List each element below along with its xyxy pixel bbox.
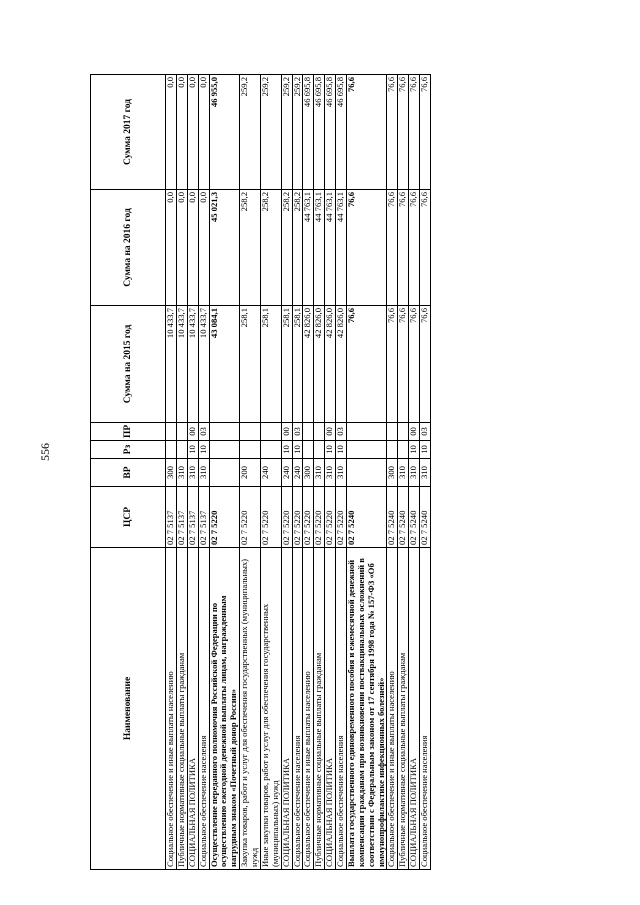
cell-sum-2016: 76,6 bbox=[409, 190, 420, 306]
cell-sum-2017: 46 955,0 bbox=[209, 75, 240, 190]
cell-rz bbox=[314, 441, 325, 459]
cell-sum-2017: 259,2 bbox=[260, 75, 281, 190]
cell-pr: 03 bbox=[336, 423, 347, 441]
cell-rz bbox=[166, 441, 177, 459]
cell-csr: 02 7 5137 bbox=[166, 487, 177, 548]
cell-sum-2015: 43 084,1 bbox=[209, 306, 240, 423]
cell-sum-2017: 0,0 bbox=[176, 75, 187, 190]
header-sum-2016: Сумма на 2016 год bbox=[91, 190, 166, 306]
cell-csr: 02 7 5220 bbox=[314, 487, 325, 548]
cell-name: Публичные нормативные социальные выплаты гражданам bbox=[314, 548, 325, 870]
cell-pr: 00 bbox=[281, 423, 292, 441]
cell-csr: 02 7 5220 bbox=[260, 487, 281, 548]
cell-name: СОЦИАЛЬНАЯ ПОЛИТИКА bbox=[409, 548, 420, 870]
cell-rz: 10 bbox=[420, 441, 431, 459]
cell-rz: 10 bbox=[198, 441, 209, 459]
cell-sum-2017: 76,6 bbox=[398, 75, 409, 190]
table-row bbox=[387, 75, 398, 870]
table-row bbox=[166, 75, 177, 870]
cell-vr: 300 bbox=[303, 459, 314, 487]
cell-vr bbox=[346, 459, 387, 487]
cell-csr: 02 7 5240 bbox=[398, 487, 409, 548]
cell-name: Социальное обеспечение и иные выплаты населению bbox=[166, 548, 177, 870]
cell-sum-2016: 44 763,1 bbox=[314, 190, 325, 306]
table-row bbox=[420, 75, 431, 870]
cell-csr: 02 7 5220 bbox=[325, 487, 336, 548]
table-row bbox=[292, 75, 303, 870]
cell-vr: 300 bbox=[166, 459, 177, 487]
cell-csr: 02 7 5137 bbox=[187, 487, 198, 548]
cell-rz bbox=[240, 441, 261, 459]
cell-rz bbox=[398, 441, 409, 459]
cell-sum-2017: 259,2 bbox=[281, 75, 292, 190]
cell-sum-2015: 76,6 bbox=[420, 306, 431, 423]
cell-vr bbox=[209, 459, 240, 487]
cell-pr bbox=[260, 423, 281, 441]
cell-name: Публичные нормативные социальные выплаты гражданам bbox=[176, 548, 187, 870]
table-row bbox=[398, 75, 409, 870]
cell-vr: 310 bbox=[176, 459, 187, 487]
cell-vr: 310 bbox=[325, 459, 336, 487]
cell-csr: 02 7 5137 bbox=[176, 487, 187, 548]
cell-sum-2016: 76,6 bbox=[398, 190, 409, 306]
header-rz: Рз bbox=[91, 441, 166, 459]
table-row bbox=[325, 75, 336, 870]
cell-vr: 200 bbox=[240, 459, 261, 487]
cell-sum-2015: 76,6 bbox=[409, 306, 420, 423]
cell-csr: 02 7 5240 bbox=[409, 487, 420, 548]
header-sum-2017: Сумма 2017 год bbox=[91, 75, 166, 190]
cell-rz bbox=[176, 441, 187, 459]
cell-pr bbox=[166, 423, 177, 441]
table-header-row bbox=[91, 75, 166, 870]
cell-rz: 10 bbox=[409, 441, 420, 459]
cell-sum-2016: 76,6 bbox=[387, 190, 398, 306]
table-row bbox=[336, 75, 347, 870]
table-row bbox=[260, 75, 281, 870]
cell-pr bbox=[387, 423, 398, 441]
cell-csr: 02 7 5240 bbox=[346, 487, 387, 548]
cell-sum-2017: 259,2 bbox=[240, 75, 261, 190]
cell-sum-2016: 258,2 bbox=[281, 190, 292, 306]
cell-sum-2016: 258,2 bbox=[260, 190, 281, 306]
cell-csr: 02 7 5137 bbox=[198, 487, 209, 548]
cell-vr: 310 bbox=[398, 459, 409, 487]
cell-name: Социальное обеспечение населения bbox=[336, 548, 347, 870]
cell-sum-2016: 76,6 bbox=[346, 190, 387, 306]
header-name: Наименование bbox=[91, 548, 166, 870]
cell-pr bbox=[314, 423, 325, 441]
cell-sum-2017: 46 695,8 bbox=[303, 75, 314, 190]
header-csr: ЦСР bbox=[91, 487, 166, 548]
cell-vr: 240 bbox=[292, 459, 303, 487]
cell-pr: 00 bbox=[187, 423, 198, 441]
cell-sum-2016: 0,0 bbox=[176, 190, 187, 306]
cell-sum-2017: 46 695,8 bbox=[325, 75, 336, 190]
cell-rz bbox=[260, 441, 281, 459]
cell-sum-2015: 42 826,0 bbox=[314, 306, 325, 423]
cell-pr: 03 bbox=[292, 423, 303, 441]
cell-csr: 02 7 5220 bbox=[292, 487, 303, 548]
cell-pr: 00 bbox=[409, 423, 420, 441]
cell-csr: 02 7 5220 bbox=[281, 487, 292, 548]
cell-name: СОЦИАЛЬНАЯ ПОЛИТИКА bbox=[281, 548, 292, 870]
cell-sum-2016: 44 763,1 bbox=[325, 190, 336, 306]
cell-csr: 02 7 5220 bbox=[240, 487, 261, 548]
cell-sum-2015: 258,1 bbox=[292, 306, 303, 423]
cell-pr: 00 bbox=[325, 423, 336, 441]
cell-sum-2015: 76,6 bbox=[387, 306, 398, 423]
cell-csr: 02 7 5240 bbox=[387, 487, 398, 548]
cell-pr bbox=[303, 423, 314, 441]
cell-sum-2016: 0,0 bbox=[187, 190, 198, 306]
cell-name: СОЦИАЛЬНАЯ ПОЛИТИКА bbox=[325, 548, 336, 870]
cell-sum-2016: 258,2 bbox=[292, 190, 303, 306]
cell-rz: 10 bbox=[336, 441, 347, 459]
cell-sum-2017: 76,6 bbox=[409, 75, 420, 190]
cell-name: Социальное обеспечение и иные выплаты населению bbox=[303, 548, 314, 870]
table-row bbox=[409, 75, 420, 870]
cell-name: Публичные нормативные социальные выплаты гражданам bbox=[398, 548, 409, 870]
cell-pr bbox=[209, 423, 240, 441]
cell-csr: 02 7 5220 bbox=[303, 487, 314, 548]
cell-sum-2016: 45 021,3 bbox=[209, 190, 240, 306]
cell-sum-2015: 10 433,7 bbox=[198, 306, 209, 423]
cell-vr: 310 bbox=[409, 459, 420, 487]
cell-rz: 10 bbox=[325, 441, 336, 459]
cell-sum-2015: 258,1 bbox=[240, 306, 261, 423]
table-row bbox=[198, 75, 209, 870]
cell-vr: 240 bbox=[260, 459, 281, 487]
cell-rz: 10 bbox=[281, 441, 292, 459]
table-row bbox=[187, 75, 198, 870]
cell-sum-2015: 76,6 bbox=[398, 306, 409, 423]
cell-rz: 10 bbox=[292, 441, 303, 459]
cell-sum-2016: 0,0 bbox=[198, 190, 209, 306]
cell-sum-2015: 10 433,7 bbox=[176, 306, 187, 423]
table-row bbox=[176, 75, 187, 870]
cell-vr: 310 bbox=[187, 459, 198, 487]
cell-vr: 310 bbox=[314, 459, 325, 487]
cell-rz bbox=[387, 441, 398, 459]
cell-pr: 03 bbox=[420, 423, 431, 441]
cell-vr: 300 bbox=[387, 459, 398, 487]
cell-name: Социальное обеспечение и иные выплаты населению bbox=[387, 548, 398, 870]
cell-sum-2015: 42 826,0 bbox=[325, 306, 336, 423]
cell-sum-2017: 76,6 bbox=[387, 75, 398, 190]
cell-name: Осуществление переданного полномочия Российской Федерации по осуществлению ежегодной денежной выплаты лицам, награжденным нагрудным знаком «Почетный донор России» bbox=[209, 548, 240, 870]
cell-pr bbox=[176, 423, 187, 441]
cell-name: СОЦИАЛЬНАЯ ПОЛИТИКА bbox=[187, 548, 198, 870]
table-body bbox=[166, 75, 431, 870]
cell-sum-2015: 76,6 bbox=[346, 306, 387, 423]
cell-sum-2016: 44 763,1 bbox=[303, 190, 314, 306]
cell-rz bbox=[303, 441, 314, 459]
cell-rz bbox=[209, 441, 240, 459]
cell-name: Выплата государственного единовременного пособия и ежемесячной денежной компенсации гражданам при возникновении поствакцинальных осложнений в соответствии с Федеральным законом от 17 сентября 1998 года № 157-ФЗ «Об иммунопрофилактике инфекционных болезней» bbox=[346, 548, 387, 870]
cell-name: Закупка товаров, работ и услуг для обеспечения государственных (муниципальных) нужд bbox=[240, 548, 261, 870]
cell-sum-2016: 76,6 bbox=[420, 190, 431, 306]
cell-sum-2015: 10 433,7 bbox=[187, 306, 198, 423]
cell-sum-2015: 258,1 bbox=[281, 306, 292, 423]
cell-vr: 310 bbox=[420, 459, 431, 487]
cell-sum-2015: 42 826,0 bbox=[336, 306, 347, 423]
cell-sum-2017: 46 695,8 bbox=[314, 75, 325, 190]
cell-sum-2016: 0,0 bbox=[166, 190, 177, 306]
cell-pr bbox=[398, 423, 409, 441]
table-row bbox=[209, 75, 240, 870]
table-row bbox=[346, 75, 387, 870]
cell-sum-2017: 0,0 bbox=[187, 75, 198, 190]
cell-sum-2017: 46 695,8 bbox=[336, 75, 347, 190]
cell-name: Социальное обеспечение населения bbox=[292, 548, 303, 870]
cell-pr bbox=[240, 423, 261, 441]
cell-rz bbox=[346, 441, 387, 459]
cell-csr: 02 7 5220 bbox=[336, 487, 347, 548]
header-vr: ВР bbox=[91, 459, 166, 487]
cell-pr bbox=[346, 423, 387, 441]
cell-sum-2016: 258,2 bbox=[240, 190, 261, 306]
cell-vr: 310 bbox=[198, 459, 209, 487]
table-row bbox=[303, 75, 314, 870]
table-row bbox=[281, 75, 292, 870]
cell-name: Социальное обеспечение населения bbox=[420, 548, 431, 870]
cell-sum-2015: 10 433,7 bbox=[166, 306, 177, 423]
cell-sum-2017: 0,0 bbox=[166, 75, 177, 190]
cell-rz: 10 bbox=[187, 441, 198, 459]
cell-sum-2017: 259,2 bbox=[292, 75, 303, 190]
cell-sum-2017: 76,6 bbox=[420, 75, 431, 190]
cell-sum-2015: 42 826,0 bbox=[303, 306, 314, 423]
cell-vr: 240 bbox=[281, 459, 292, 487]
cell-pr: 03 bbox=[198, 423, 209, 441]
cell-csr: 02 7 5240 bbox=[420, 487, 431, 548]
cell-name: Иные закупки товаров, работ и услуг для обеспечения государственных (муниципальных) нужд bbox=[260, 548, 281, 870]
header-sum-2015: Сумма на 2015 год bbox=[91, 306, 166, 423]
cell-name: Социальное обеспечение населения bbox=[198, 548, 209, 870]
table-row bbox=[314, 75, 325, 870]
cell-csr: 02 7 5220 bbox=[209, 487, 240, 548]
cell-sum-2017: 76,6 bbox=[346, 75, 387, 190]
table-row bbox=[240, 75, 261, 870]
budget-table bbox=[90, 74, 431, 870]
page-number: 556 bbox=[38, 443, 52, 461]
cell-sum-2016: 44 763,1 bbox=[336, 190, 347, 306]
cell-sum-2017: 0,0 bbox=[198, 75, 209, 190]
cell-sum-2015: 258,1 bbox=[260, 306, 281, 423]
cell-vr: 310 bbox=[336, 459, 347, 487]
header-pr: ПР bbox=[91, 423, 166, 441]
rotated-page bbox=[90, 75, 610, 870]
